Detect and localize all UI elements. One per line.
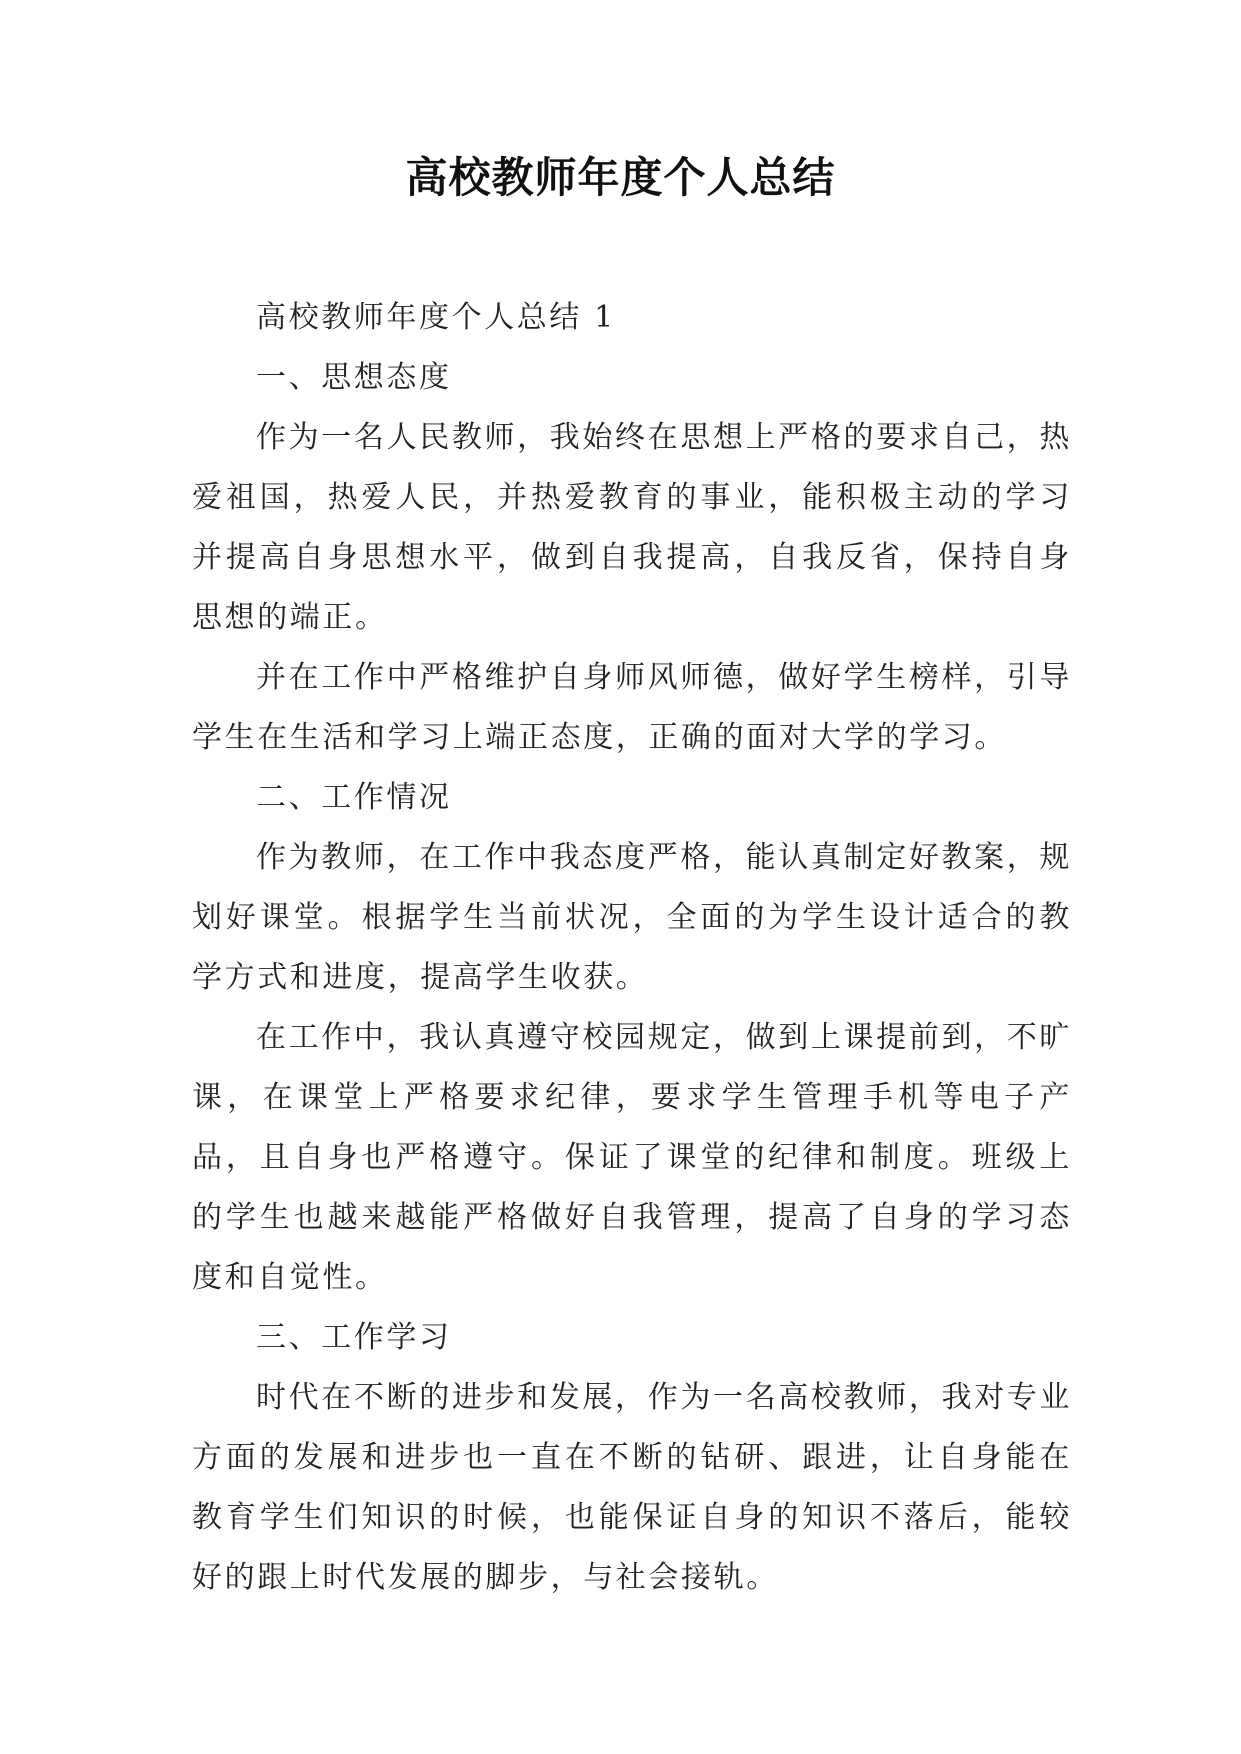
subsection-heading: 三、工作学习 [256,1320,452,1355]
paragraph: 时代在不断的进步和发展，作为一名高校教师，我对专业方面的发展和进步也一直在不断的钻研、跟进，让自身能在教育学生们知识的时候，也能保证自身的知识不落后，能较好的跟上时代发展的脚步，与社会接轨。 [192,1380,1072,1595]
section-heading: 高校教师年度个人总结 1 [256,300,616,335]
subsection-heading: 一、思想态度 [256,360,452,395]
document-title: 高校教师年度个人总结 [405,153,836,202]
paragraph: 作为一名人民教师，我始终在思想上严格的要求自己，热爱祖国，热爱人民，并热爱教育的事业，能积极主动的学习并提高自身思想水平，做到自我提高，自我反省，保持自身思想的端正。 [192,420,1072,635]
document-body [192,288,1072,1608]
paragraph: 并在工作中严格维护自身师风师德，做好学生榜样，引导学生在生活和学习上端正态度，正确的面对大学的学习。 [192,660,1072,755]
paragraph: 在工作中，我认真遵守校园规定，做到上课提前到，不旷课，在课堂上严格要求纪律，要求学生管理手机等电子产品，且自身也严格遵守。保证了课堂的纪律和制度。班级上的学生也越来越能严格做好自我管理，提高了自身的学习态度和自觉性。 [192,1020,1072,1295]
subsection-heading: 二、工作情况 [256,780,452,815]
paragraph: 作为教师，在工作中我态度严格，能认真制定好教案，规划好课堂。根据学生当前状况，全面的为学生设计适合的教学方式和进度，提高学生收获。 [192,840,1072,995]
